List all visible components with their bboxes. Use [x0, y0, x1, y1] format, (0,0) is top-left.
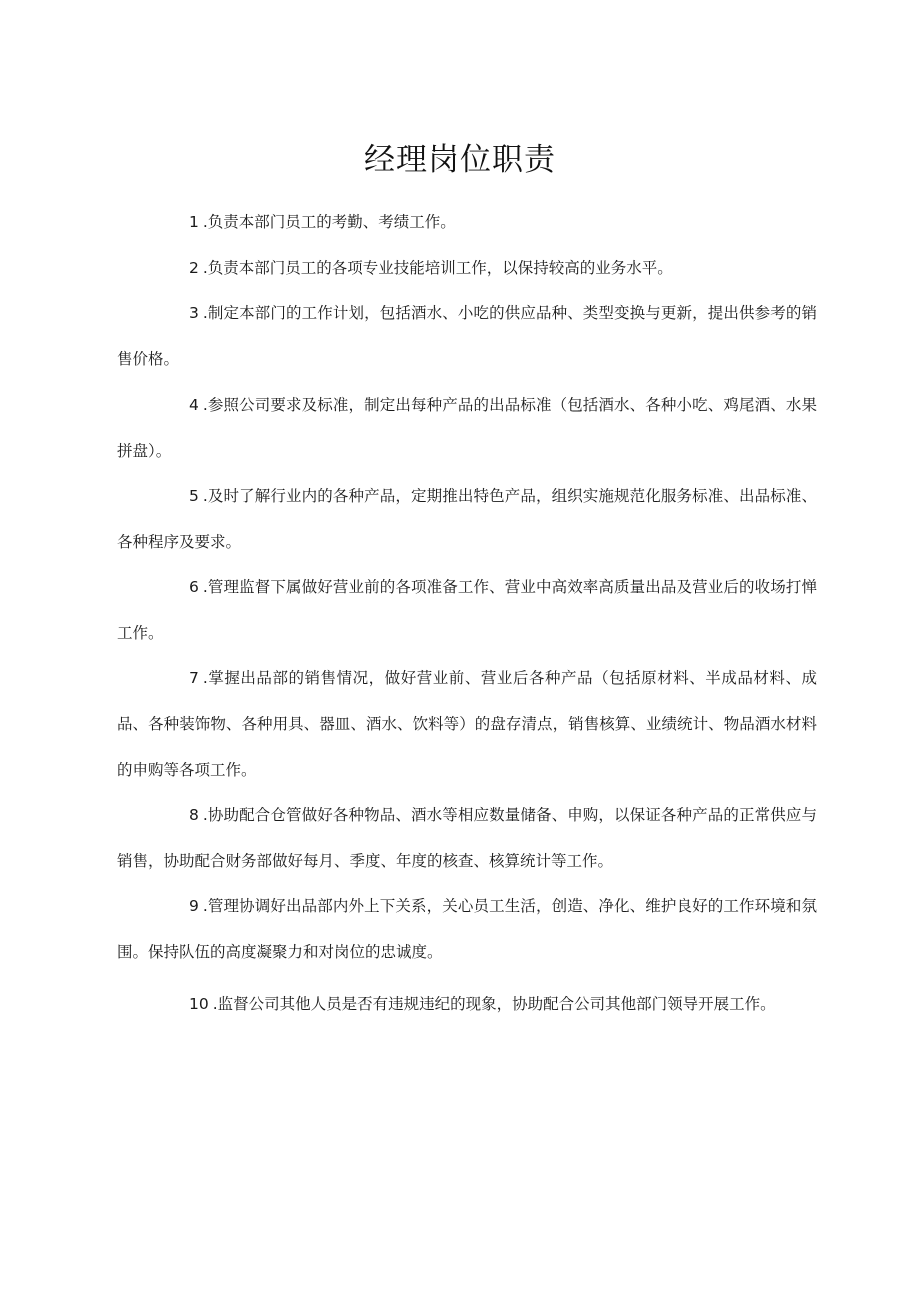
- item-text: .协助配合仓管做好各种物品、酒水等相应数量储备、申购，以保证各种产品的正常供应与销售，协助配合财务部做好每月、季度、年度的核查、核算统计等工作。: [117, 806, 817, 870]
- item-number: 4: [189, 396, 199, 414]
- list-item: [117, 883, 817, 975]
- item-text: .管理协调好出品部内外上下关系，关心员工生活，创造、净化、维护良好的工作环境和氛围。保持队伍的高度凝聚力和对岗位的忠诚度。: [117, 897, 817, 961]
- list-item: [117, 245, 817, 291]
- list-item: [117, 655, 817, 793]
- list-item: [117, 981, 777, 1027]
- item-text: .制定本部门的工作计划，包括酒水、小吃的供应品种、类型变换与更新，提出供参考的销售价格。: [117, 304, 817, 368]
- item-text: .监督公司其他人员是否有违规违纪的现象，协助配合公司其他部门领导开展工作。: [212, 995, 776, 1013]
- item-text: .掌握出品部的销售情况，做好营业前、营业后各种产品（包括原材料、半成品材料、成品、各种装饰物、各种用具、器皿、酒水、饮料等）的盘存清点，销售核算、业绩统计、物品酒水材料的申购等各项工作。: [117, 669, 817, 779]
- item-number: 3: [189, 304, 199, 322]
- item-number: 5: [189, 487, 199, 505]
- list-item: [117, 290, 817, 382]
- item-text: .负责本部门员工的各项专业技能培训工作，以保持较高的业务水平。: [202, 259, 673, 277]
- list-item: [117, 792, 817, 884]
- list-item: [117, 473, 817, 565]
- item-text: .参照公司要求及标准，制定出每种产品的出品标准（包括酒水、各种小吃、鸡尾酒、水果拼盘）。: [117, 396, 817, 460]
- item-text: .负责本部门员工的考勤、考绩工作。: [202, 213, 456, 231]
- item-number: 9: [189, 897, 199, 915]
- item-number: 8: [189, 806, 199, 824]
- page-title: 经理岗位职责: [364, 142, 556, 178]
- item-number: 1: [189, 213, 199, 231]
- item-number: 7: [189, 669, 199, 687]
- item-text: .及时了解行业内的各种产品，定期推出特色产品，组织实施规范化服务标准、出品标准、各种程序及要求。: [117, 487, 817, 551]
- item-number: 2: [189, 259, 199, 277]
- item-number: 6: [189, 578, 199, 596]
- list-item: [117, 199, 817, 245]
- item-number: 10: [189, 995, 209, 1013]
- list-item: [117, 382, 817, 474]
- item-text: .管理监督下属做好营业前的各项准备工作、营业中高效率高质量出品及营业后的收场打惮工作。: [117, 578, 817, 642]
- list-item: [117, 564, 817, 656]
